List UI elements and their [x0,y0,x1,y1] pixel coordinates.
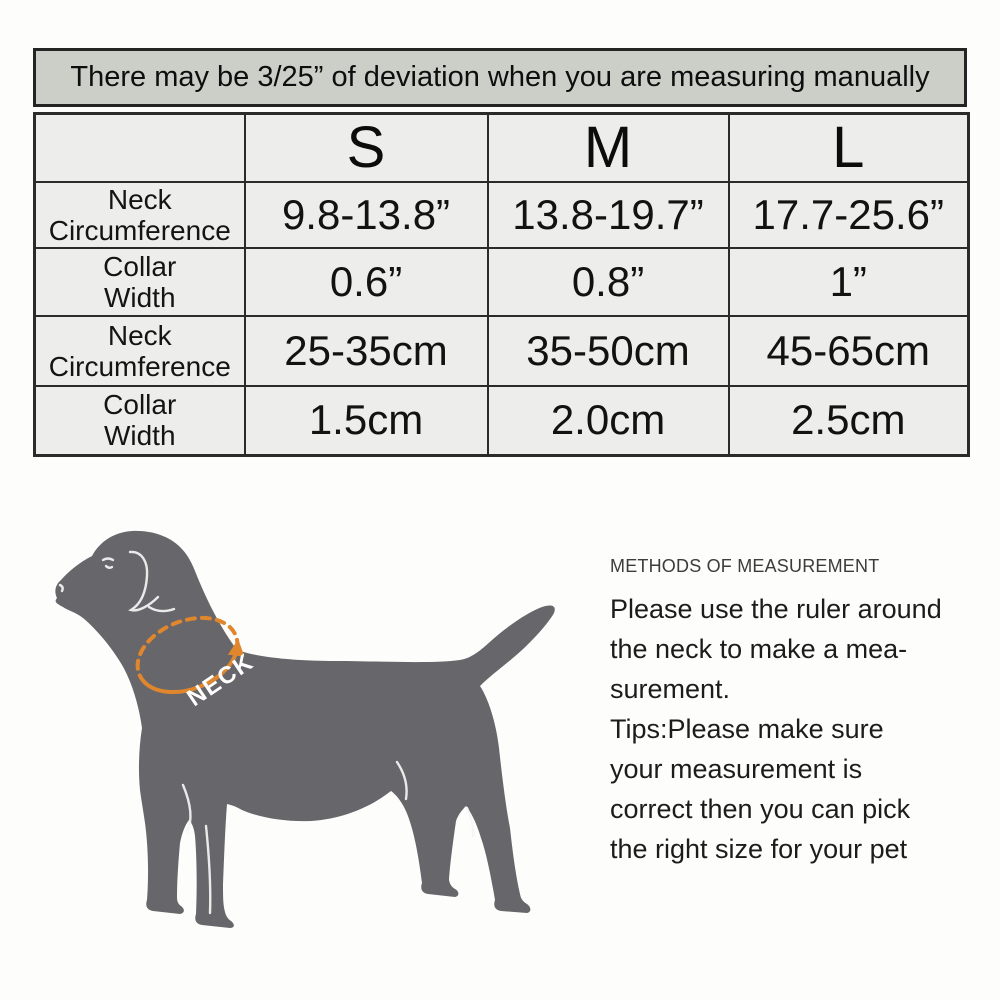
size-value-cell: 13.8-19.7” [488,182,729,248]
dog-body-shape [55,531,554,928]
corner-cell [35,114,245,182]
size-value-cell: 17.7-25.6” [729,182,969,248]
size-chart-table [33,112,970,457]
table-row-width-cm [35,386,969,456]
size-value-cell: 9.8-13.8” [245,182,488,248]
size-value-cell: 1” [729,248,969,316]
size-value-cell: 2.5cm [729,386,969,456]
instruction-line: correct then you can pick [610,794,911,824]
size-value-cell: 45-65cm [729,316,969,386]
row-header-neck-circumference-in: Neck Circumference [35,182,245,248]
table-row-width-inches [35,248,969,316]
size-value-cell: 0.6” [245,248,488,316]
instruction-line: Tips:Please make sure [610,714,884,744]
table-header-row [35,114,969,182]
size-column-header-l: L [729,114,969,182]
instruction-line: Please use the ruler around [610,594,942,624]
table-row-neck-inches [35,182,969,248]
size-value-cell: 35-50cm [488,316,729,386]
neck-label: NECK [182,648,259,712]
instruction-line: surement. [610,674,731,704]
deviation-banner-text: There may be 3/25” of deviation when you are measuring manually [70,61,930,93]
size-column-header-m: M [488,114,729,182]
size-value-cell: 25-35cm [245,316,488,386]
instruction-line: your measurement is [610,754,863,784]
measurement-instructions [610,556,995,869]
table-row-neck-cm [35,316,969,386]
methods-heading: METHODS OF MEASUREMENT [610,556,880,576]
row-header-neck-circumference-cm: Neck Circumference [35,316,245,386]
dog-silhouette-illustration [20,510,580,980]
instruction-line: the neck to make a mea- [610,634,908,664]
size-column-header-s: S [245,114,488,182]
size-value-cell: 1.5cm [245,386,488,456]
instruction-line: the right size for your pet [610,834,908,864]
size-value-cell: 0.8” [488,248,729,316]
deviation-banner [33,48,967,107]
row-header-collar-width-cm: Collar Width [35,386,245,456]
size-value-cell: 2.0cm [488,386,729,456]
row-header-collar-width-in: Collar Width [35,248,245,316]
